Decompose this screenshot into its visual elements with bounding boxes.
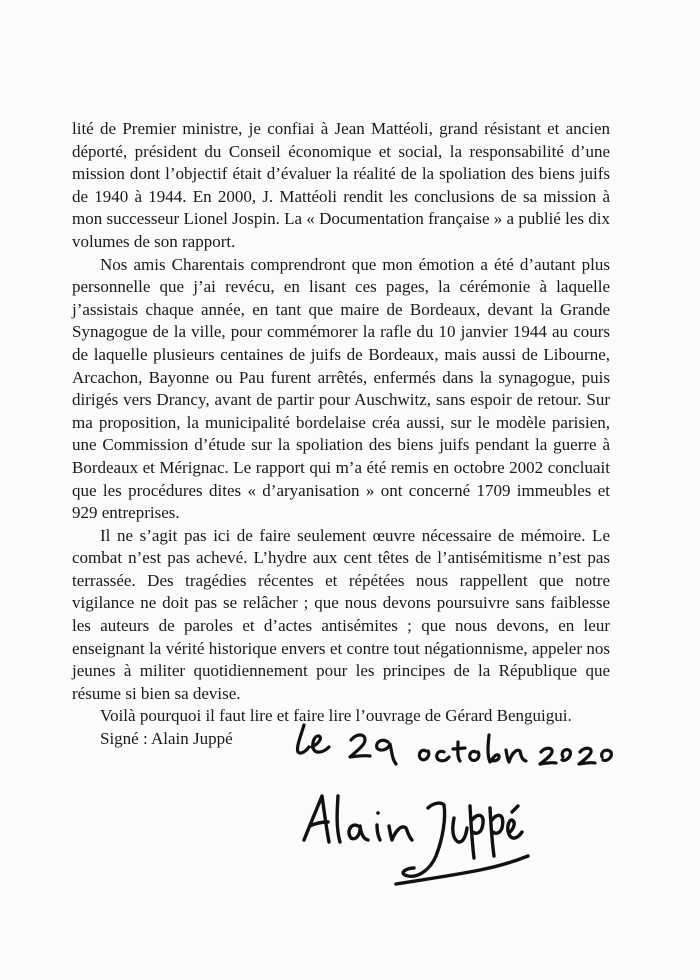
paragraph-2: Nos amis Charentais comprendront que mon émotion a été d’autant plus personnelle que j’ai revécu, en lisant ces pages, la cérémonie à laquelle j’assistais chaque année, en tant que maire de Bordeaux, devant la Grande Synagogue de la ville, pour commémorer la rafle du 10 janvier 1944 au cours de laquelle plusieurs centaines de juifs de Bordeaux, mais aussi de Libourne, Arcachon, Bayonne ou Pau furent arrêtés, enfermés dans la synagogue, puis dirigés vers Drancy, avant de partir pour Auschwitz, sans espoir de retour. Sur ma proposition, la municipalité bordelaise créa aussi, sur le modèle parisien, une Commission d’étude sur la spoliation des biens juifs pendant la guerre à Bordeaux et Mérignac. Le rapport qui m’a été remis en octobre 2002 concluait que les procédures dites « d’aryanisation » ont concerné 1709 immeubles et 929 entreprises.: [72, 254, 610, 523]
paragraph-4: Voilà pourquoi il faut lire et faire lire l’ouvrage de Gérard Benguigui.: [100, 706, 572, 726]
paragraph-3: Il ne s’agit pas ici de faire seulement œuvre nécessaire de mémoire. Le combat n’est pas achevé. L’hydre aux cent têtes de l’antisémitisme n’est pas terrassée. Des tragédies récentes et répétées nous rappellent que notre vigilance ne doit pas se relâcher ; que nous devons poursuivre sans faiblesse les auteurs de paroles et d’actes antisémites ; que nous devons, en leur enseignant la vérité historique envers et contre tout négationnisme, appeler nos jeunes à militer quotidiennement pour les principes de la République que résume si bien sa devise.: [72, 525, 610, 703]
handwritten-signature: [304, 796, 528, 884]
document-body: [72, 118, 610, 751]
paragraph-1: lité de Premier ministre, je confiai à Jean Mattéoli, grand résistant et ancien déporté, président du Conseil économique et social, la responsabilité d’une mission dont l’objectif était d’évaluer la réalité de la spoliation des biens juifs de 1940 à 1944. En 2000, J. Mattéoli rendit les conclusions de sa mission à mon successeur Lionel Jospin. La « Documentation française » a publié les dix volumes de son rapport.: [72, 119, 610, 251]
signed-line: Signé : Alain Juppé: [100, 729, 233, 749]
